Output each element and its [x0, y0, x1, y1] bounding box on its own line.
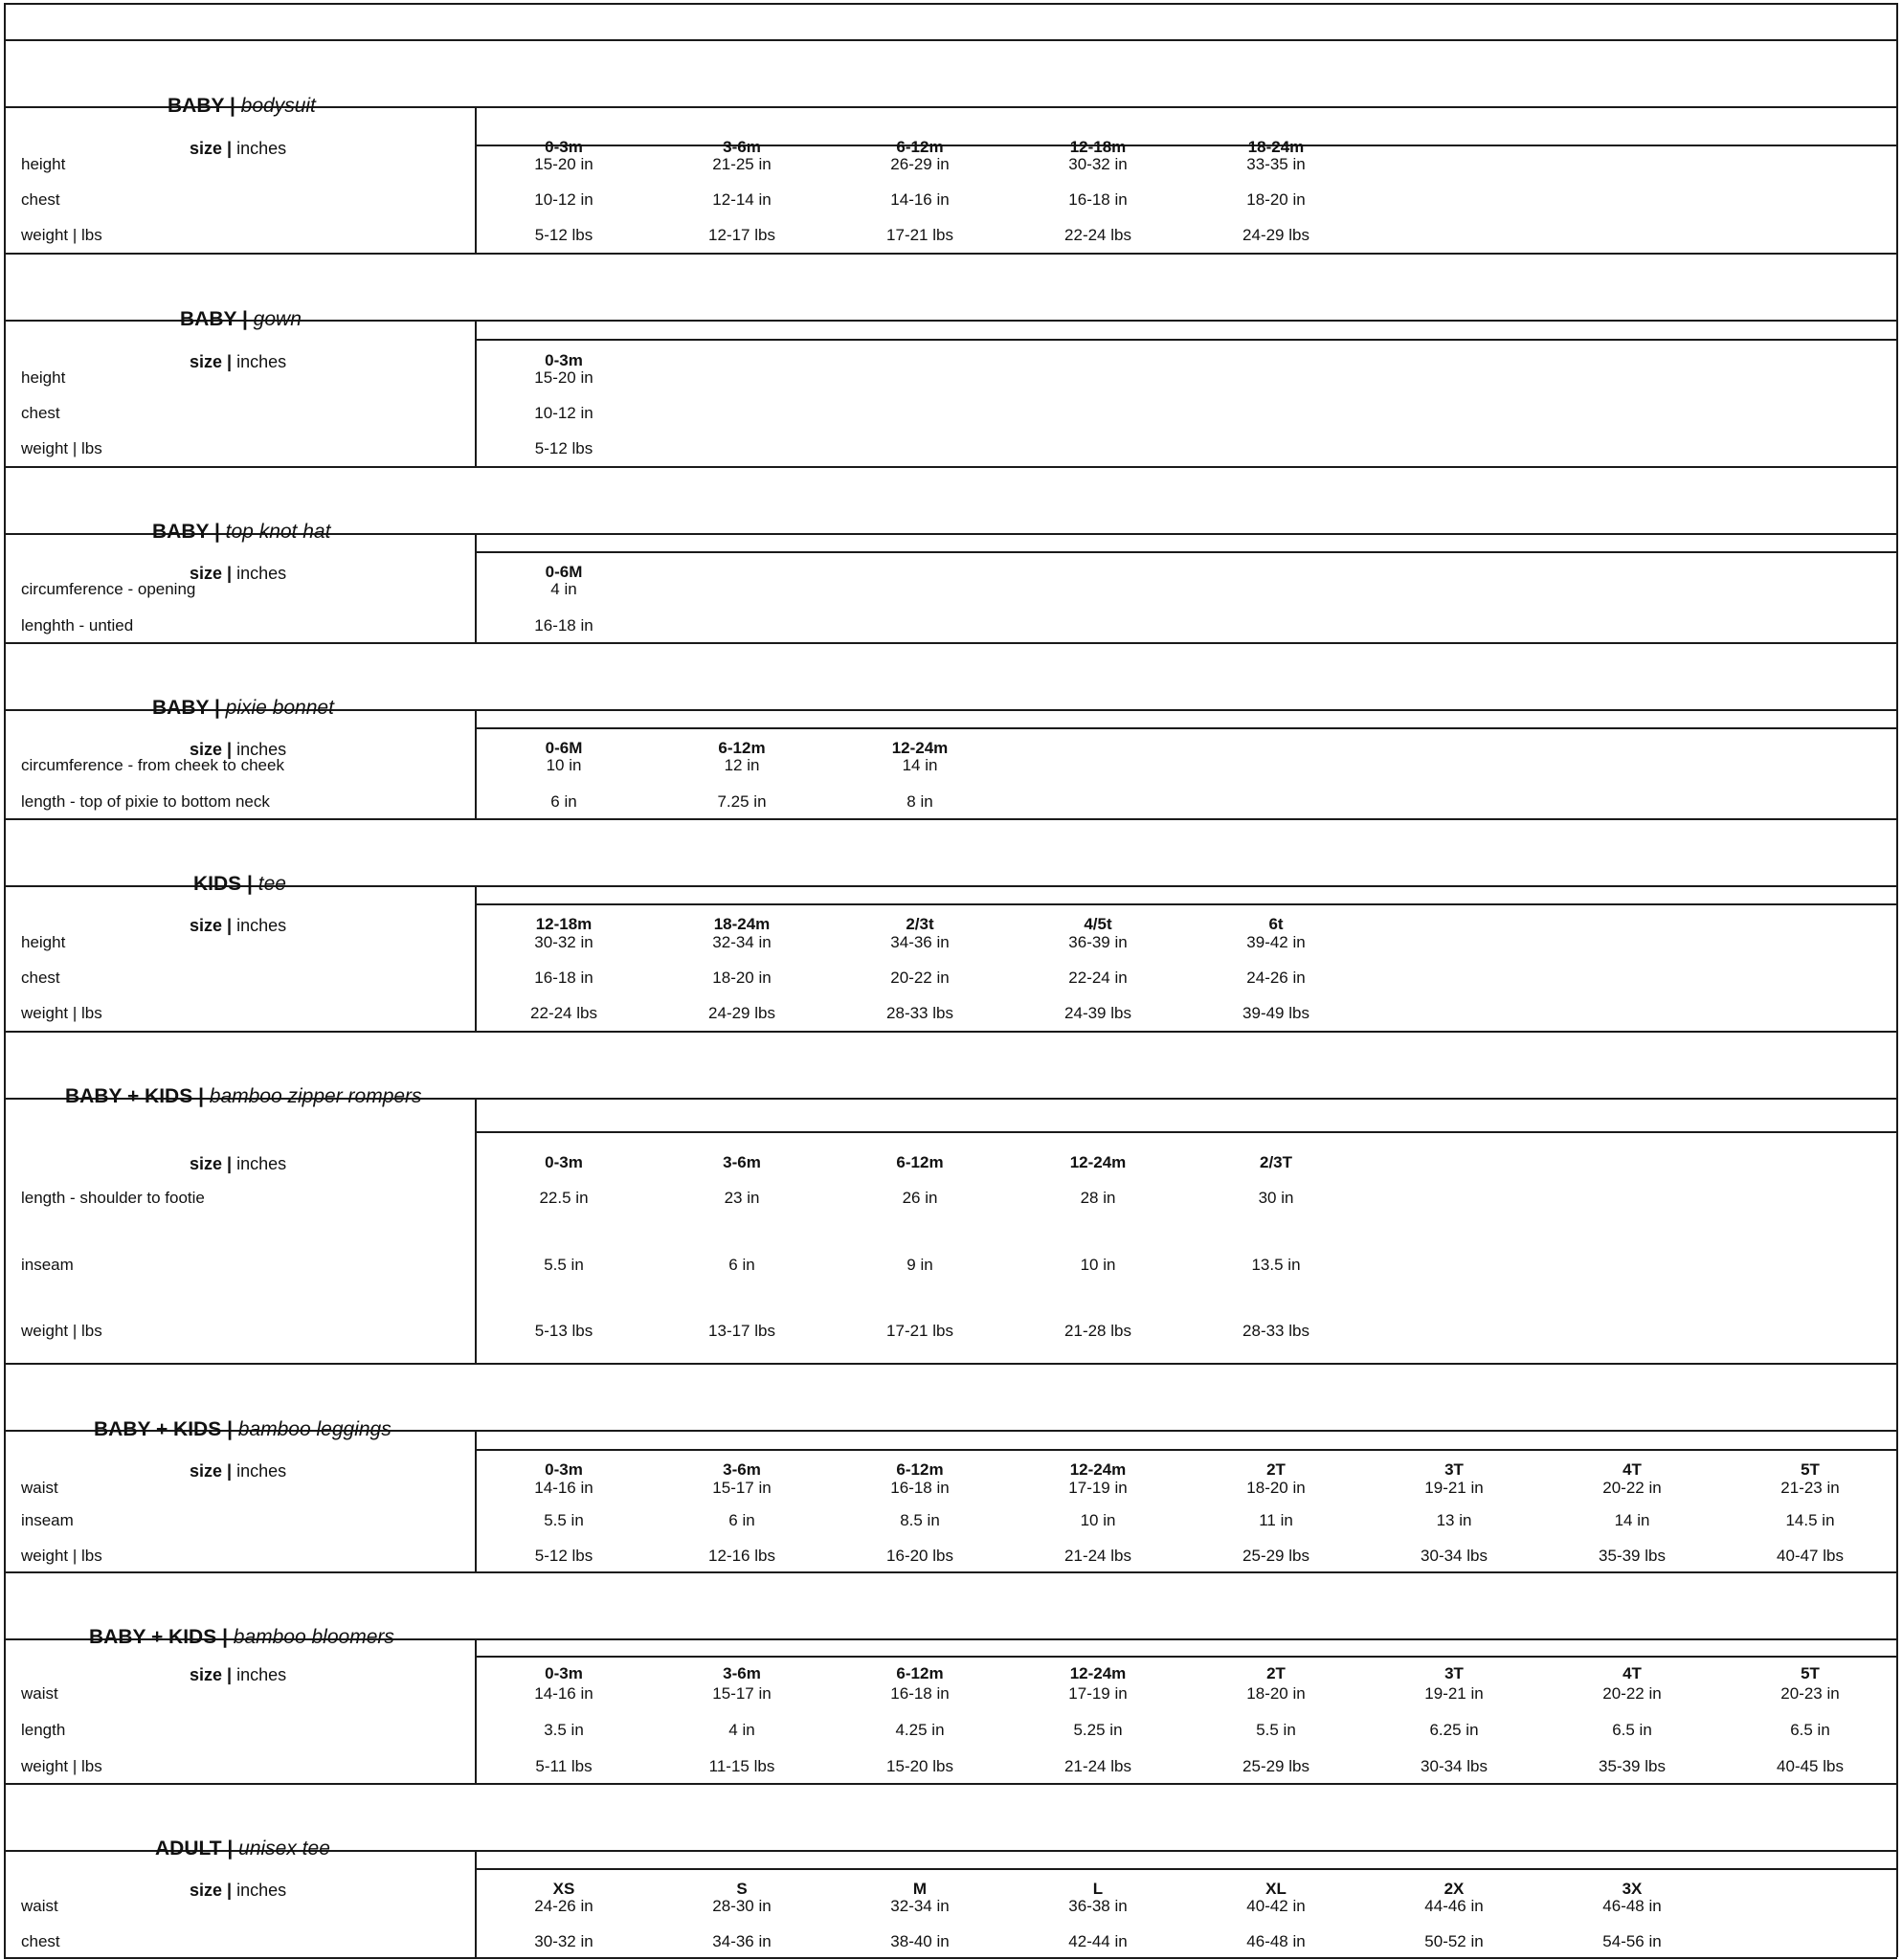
unit-label: inches: [236, 916, 287, 935]
column-divider: [475, 1850, 477, 1957]
row-label: height: [21, 368, 66, 387]
column-header: 4T: [1622, 1460, 1642, 1479]
section-product: gown: [253, 308, 302, 330]
section-product: bodysuit: [240, 95, 316, 117]
cell-value: 19-21 in: [1424, 1479, 1484, 1497]
cell-value: 16-20 lbs: [886, 1547, 953, 1565]
column-header: 0-3m: [545, 138, 583, 156]
column-header: 5T: [1801, 1460, 1820, 1479]
header-separator: |: [222, 1881, 237, 1900]
header-separator: |: [222, 139, 237, 158]
cell-value: 10-12 in: [534, 190, 593, 209]
title-separator: |: [209, 697, 226, 719]
cell-value: 6 in: [550, 792, 577, 811]
cell-value: 5-12 lbs: [534, 439, 593, 457]
row-label: inseam: [21, 1256, 74, 1274]
cell-value: 6.5 in: [1612, 1721, 1652, 1739]
size-unit-header: [190, 353, 286, 370]
frame-bottom: [4, 1957, 1897, 1959]
column-header: 0-6M: [545, 563, 583, 581]
row-label: chest: [21, 969, 60, 987]
cell-value: 33-35 in: [1246, 155, 1306, 173]
column-header: 2T: [1266, 1664, 1286, 1682]
row-label: weight | lbs: [21, 1547, 102, 1565]
cell-value: 21-25 in: [712, 155, 772, 173]
column-header: 2/3T: [1259, 1153, 1293, 1171]
cell-value: 15-20 lbs: [886, 1757, 953, 1775]
cell-value: 19-21 in: [1424, 1684, 1484, 1703]
column-header: 3T: [1444, 1664, 1464, 1682]
cell-value: 24-26 in: [1246, 969, 1306, 987]
column-header: S: [736, 1880, 748, 1898]
cell-value: 28-33 lbs: [1242, 1322, 1309, 1340]
size-label: size: [190, 139, 223, 158]
cell-value: 50-52 in: [1424, 1932, 1484, 1950]
column-header: 5T: [1801, 1664, 1820, 1682]
section-product: tee: [257, 873, 286, 895]
column-header: 4T: [1622, 1664, 1642, 1682]
unit-label: inches: [236, 139, 287, 158]
section-category: BABY + KIDS: [89, 1626, 217, 1648]
cell-value: 16-18 in: [1068, 190, 1128, 209]
column-divider: [475, 1098, 477, 1363]
section-title: [193, 874, 286, 894]
column-header: 2X: [1443, 1880, 1465, 1898]
cell-value: 21-28 lbs: [1064, 1322, 1131, 1340]
section-category: BABY: [180, 308, 237, 330]
cell-value: 54-56 in: [1602, 1932, 1662, 1950]
cell-value: 40-42 in: [1246, 1897, 1306, 1915]
cell-value: 16-18 in: [890, 1479, 950, 1497]
cell-value: 16-18 in: [534, 616, 593, 635]
cell-value: 6.25 in: [1429, 1721, 1479, 1739]
row-label: length - shoulder to footie: [21, 1189, 205, 1207]
size-unit-header: [190, 917, 286, 934]
cell-value: 13-17 lbs: [708, 1322, 775, 1340]
cell-value: 22-24 lbs: [1064, 226, 1131, 244]
column-header: 6-12m: [896, 138, 944, 156]
column-header: 0-3m: [545, 351, 583, 369]
column-header: 3-6m: [723, 138, 761, 156]
cell-value: 14-16 in: [534, 1684, 593, 1703]
section-title: [65, 1086, 422, 1106]
header-underline: [475, 903, 1897, 905]
cell-value: 11-15 lbs: [708, 1757, 775, 1775]
cell-value: 10 in: [1080, 1256, 1116, 1274]
column-header: 18-24m: [713, 915, 771, 933]
section-category: BABY: [168, 95, 225, 117]
cell-value: 38-40 in: [890, 1932, 950, 1950]
column-divider: [475, 320, 477, 466]
column-divider: [475, 106, 477, 253]
cell-value: 35-39 lbs: [1599, 1547, 1666, 1565]
column-header: 0-3m: [545, 1460, 583, 1479]
header-underline: [475, 1656, 1897, 1658]
section-category: BABY + KIDS: [94, 1418, 222, 1440]
row-label: inseam: [21, 1511, 74, 1529]
cell-value: 4 in: [728, 1721, 755, 1739]
section-category: KIDS: [193, 873, 242, 895]
cell-value: 15-20 in: [534, 368, 593, 387]
header-separator: |: [222, 740, 237, 759]
section-product: top knot hat: [225, 521, 331, 543]
cell-value: 17-21 lbs: [886, 1322, 953, 1340]
cell-value: 46-48 in: [1602, 1897, 1662, 1915]
unit-label: inches: [236, 564, 287, 583]
column-header: 12-24m: [891, 739, 949, 757]
cell-value: 34-36 in: [890, 933, 950, 951]
size-unit-header: [190, 1882, 286, 1899]
header-separator: |: [222, 1665, 237, 1684]
title-separator: |: [241, 873, 258, 895]
column-header: 6-12m: [718, 739, 766, 757]
cell-value: 14.5 in: [1785, 1511, 1835, 1529]
title-separator: |: [216, 1626, 234, 1648]
cell-value: 25-29 lbs: [1242, 1757, 1309, 1775]
cell-value: 18-20 in: [712, 969, 772, 987]
header-separator: |: [222, 352, 237, 371]
cell-value: 17-19 in: [1068, 1479, 1128, 1497]
cell-value: 12 in: [724, 756, 760, 774]
size-label: size: [190, 1881, 223, 1900]
column-divider: [475, 709, 477, 818]
cell-value: 14 in: [1614, 1511, 1650, 1529]
section-category: BABY: [152, 521, 210, 543]
section-title: [180, 309, 302, 329]
row-label: height: [21, 155, 66, 173]
unit-label: inches: [236, 1665, 287, 1684]
section-divider: [4, 1783, 1897, 1785]
header-separator: |: [222, 564, 237, 583]
unit-label: inches: [236, 352, 287, 371]
cell-value: 12-16 lbs: [708, 1547, 775, 1565]
size-label: size: [190, 1665, 223, 1684]
size-label: size: [190, 564, 223, 583]
column-header: 0-3m: [545, 1664, 583, 1682]
column-divider: [475, 533, 477, 642]
cell-value: 18-20 in: [1246, 1684, 1306, 1703]
cell-value: 12-17 lbs: [708, 226, 775, 244]
cell-value: 15-20 in: [534, 155, 593, 173]
cell-value: 24-29 lbs: [1242, 226, 1309, 244]
cell-value: 21-24 lbs: [1064, 1547, 1131, 1565]
column-header: 12-18m: [535, 915, 593, 933]
cell-value: 18-20 in: [1246, 1479, 1306, 1497]
cell-value: 12-14 in: [712, 190, 772, 209]
cell-value: 36-39 in: [1068, 933, 1128, 951]
title-separator: |: [221, 1418, 238, 1440]
cell-value: 40-47 lbs: [1777, 1547, 1844, 1565]
size-label: size: [190, 740, 223, 759]
section-title: [94, 1419, 392, 1439]
cell-value: 5.5 in: [1256, 1721, 1296, 1739]
column-header: 12-24m: [1069, 1664, 1127, 1682]
cell-value: 22-24 in: [1068, 969, 1128, 987]
section-product: bamboo bloomers: [233, 1626, 394, 1648]
size-unit-header: [190, 565, 286, 582]
row-label: chest: [21, 404, 60, 422]
column-header: 6-12m: [896, 1460, 944, 1479]
cell-value: 16-18 in: [890, 1684, 950, 1703]
cell-value: 28-30 in: [712, 1897, 772, 1915]
cell-value: 21-24 lbs: [1064, 1757, 1131, 1775]
cell-value: 20-22 in: [890, 969, 950, 987]
cell-value: 26-29 in: [890, 155, 950, 173]
cell-value: 28-33 lbs: [886, 1004, 953, 1022]
section-category: ADULT: [155, 1838, 222, 1860]
column-header: XL: [1265, 1880, 1287, 1898]
column-divider: [475, 885, 477, 1031]
cell-value: 8.5 in: [900, 1511, 940, 1529]
cell-value: 42-44 in: [1068, 1932, 1128, 1950]
header-underline: [475, 1131, 1897, 1133]
column-header: 6-12m: [896, 1664, 944, 1682]
cell-value: 20-23 in: [1780, 1684, 1840, 1703]
title-separator: |: [224, 95, 241, 117]
column-header: 3-6m: [723, 1153, 761, 1171]
cell-value: 30-32 in: [1068, 155, 1128, 173]
cell-value: 20-22 in: [1602, 1684, 1662, 1703]
row-label: circumference - opening: [21, 580, 196, 598]
cell-value: 18-20 in: [1246, 190, 1306, 209]
cell-value: 32-34 in: [890, 1897, 950, 1915]
cell-value: 23 in: [724, 1189, 760, 1207]
column-header: 2T: [1266, 1460, 1286, 1479]
cell-value: 32-34 in: [712, 933, 772, 951]
section-category: BABY + KIDS: [65, 1085, 193, 1107]
column-header: 2/3t: [906, 915, 934, 933]
cell-value: 13 in: [1436, 1511, 1472, 1529]
unit-label: inches: [236, 1461, 287, 1481]
section-divider: [4, 1363, 1897, 1365]
unit-label: inches: [236, 740, 287, 759]
title-separator: |: [221, 1838, 239, 1860]
cell-value: 5-12 lbs: [534, 226, 593, 244]
size-unit-header: [190, 140, 286, 157]
cell-value: 44-46 in: [1424, 1897, 1484, 1915]
section-product: pixie bonnet: [225, 697, 334, 719]
frame-left: [4, 3, 6, 1957]
section-title: [168, 96, 316, 116]
row-label: chest: [21, 190, 60, 209]
cell-value: 46-48 in: [1246, 1932, 1306, 1950]
header-separator: |: [222, 1461, 237, 1481]
cell-value: 17-19 in: [1068, 1684, 1128, 1703]
header-underline: [475, 145, 1897, 146]
cell-value: 3.5 in: [544, 1721, 584, 1739]
row-label: weight | lbs: [21, 1322, 102, 1340]
cell-value: 5-12 lbs: [534, 1547, 593, 1565]
cell-value: 4 in: [550, 580, 577, 598]
column-header: 4/5t: [1084, 915, 1112, 933]
cell-value: 6 in: [728, 1511, 755, 1529]
section-product: unisex tee: [238, 1838, 330, 1860]
cell-value: 14 in: [902, 756, 938, 774]
column-header: 3-6m: [723, 1664, 761, 1682]
header-underline: [475, 727, 1897, 729]
section-divider: [4, 39, 1897, 41]
cell-value: 10 in: [1080, 1511, 1116, 1529]
section-title: [152, 698, 334, 718]
row-label: chest: [21, 1932, 60, 1950]
cell-value: 10 in: [546, 756, 582, 774]
cell-value: 34-36 in: [712, 1932, 772, 1950]
cell-value: 24-26 in: [534, 1897, 593, 1915]
cell-value: 5-11 lbs: [535, 1757, 593, 1775]
column-header: 3T: [1444, 1460, 1464, 1479]
column-divider: [475, 1430, 477, 1571]
title-separator: |: [192, 1085, 210, 1107]
section-divider: [4, 253, 1897, 255]
size-unit-header: [190, 1155, 286, 1172]
cell-value: 5.25 in: [1073, 1721, 1123, 1739]
cell-value: 20-22 in: [1602, 1479, 1662, 1497]
row-label: length: [21, 1721, 66, 1739]
header-rule: [4, 885, 1897, 887]
cell-value: 17-21 lbs: [886, 226, 953, 244]
column-header: 0-3m: [545, 1153, 583, 1171]
size-label: size: [190, 916, 223, 935]
cell-value: 22.5 in: [539, 1189, 589, 1207]
cell-value: 10-12 in: [534, 404, 593, 422]
cell-value: 36-38 in: [1068, 1897, 1128, 1915]
cell-value: 39-42 in: [1246, 933, 1306, 951]
frame-right: [1896, 3, 1898, 1957]
section-divider: [4, 466, 1897, 468]
section-product: bamboo leggings: [237, 1418, 392, 1440]
cell-value: 6.5 in: [1790, 1721, 1830, 1739]
header-underline: [475, 1868, 1897, 1870]
section-title: [152, 522, 330, 542]
title-separator: |: [209, 521, 226, 543]
row-label: weight | lbs: [21, 439, 102, 457]
column-header: 3-6m: [723, 1460, 761, 1479]
size-unit-header: [190, 1462, 286, 1480]
header-separator: |: [222, 916, 237, 935]
column-header: 12-18m: [1069, 138, 1127, 156]
row-label: height: [21, 933, 66, 951]
section-divider: [4, 818, 1897, 820]
header-separator: |: [222, 1154, 237, 1173]
column-header: L: [1092, 1880, 1104, 1898]
cell-value: 8 in: [906, 792, 933, 811]
row-label: waist: [21, 1479, 58, 1497]
cell-value: 40-45 lbs: [1777, 1757, 1844, 1775]
column-header: 6t: [1268, 915, 1284, 933]
row-label: waist: [21, 1684, 58, 1703]
unit-label: inches: [236, 1154, 287, 1173]
row-label: weight | lbs: [21, 1757, 102, 1775]
column-header: 3X: [1622, 1880, 1643, 1898]
column-header: XS: [552, 1880, 575, 1898]
section-product: bamboo zipper rompers: [209, 1085, 422, 1107]
row-label: weight | lbs: [21, 226, 102, 244]
header-underline: [475, 1449, 1897, 1451]
cell-value: 9 in: [906, 1256, 933, 1274]
section-divider: [4, 1571, 1897, 1573]
cell-value: 14-16 in: [890, 190, 950, 209]
header-underline: [475, 339, 1897, 341]
cell-value: 24-39 lbs: [1064, 1004, 1131, 1022]
size-label: size: [190, 1154, 223, 1173]
header-underline: [475, 551, 1897, 553]
cell-value: 6 in: [728, 1256, 755, 1274]
section-title: [89, 1627, 394, 1647]
cell-value: 16-18 in: [534, 969, 593, 987]
column-header: 6-12m: [896, 1153, 944, 1171]
column-header: M: [912, 1880, 928, 1898]
column-header: 12-24m: [1069, 1460, 1127, 1479]
cell-value: 14-16 in: [534, 1479, 593, 1497]
section-divider: [4, 642, 1897, 644]
section-category: BABY: [152, 697, 210, 719]
cell-value: 24-29 lbs: [708, 1004, 775, 1022]
frame-top: [4, 3, 1897, 5]
cell-value: 11 in: [1259, 1511, 1293, 1529]
size-unit-header: [190, 1666, 286, 1683]
cell-value: 30-32 in: [534, 933, 593, 951]
cell-value: 30-34 lbs: [1421, 1757, 1488, 1775]
size-label: size: [190, 352, 223, 371]
cell-value: 26 in: [902, 1189, 938, 1207]
row-label: waist: [21, 1897, 58, 1915]
cell-value: 25-29 lbs: [1242, 1547, 1309, 1565]
cell-value: 5-13 lbs: [534, 1322, 593, 1340]
cell-value: 39-49 lbs: [1242, 1004, 1309, 1022]
title-separator: |: [236, 308, 254, 330]
cell-value: 5.5 in: [544, 1511, 584, 1529]
column-header: 0-6M: [545, 739, 583, 757]
cell-value: 30-32 in: [534, 1932, 593, 1950]
column-header: 12-24m: [1069, 1153, 1127, 1171]
cell-value: 15-17 in: [712, 1479, 772, 1497]
cell-value: 30-34 lbs: [1421, 1547, 1488, 1565]
cell-value: 4.25 in: [895, 1721, 945, 1739]
cell-value: 21-23 in: [1780, 1479, 1840, 1497]
size-label: size: [190, 1461, 223, 1481]
column-header: 18-24m: [1247, 138, 1305, 156]
row-label: length - top of pixie to bottom neck: [21, 792, 270, 811]
cell-value: 22-24 lbs: [530, 1004, 597, 1022]
cell-value: 28 in: [1080, 1189, 1116, 1207]
row-label: lenghth - untied: [21, 616, 134, 635]
cell-value: 15-17 in: [712, 1684, 772, 1703]
cell-value: 13.5 in: [1251, 1256, 1301, 1274]
row-label: weight | lbs: [21, 1004, 102, 1022]
column-divider: [475, 1638, 477, 1783]
cell-value: 5.5 in: [544, 1256, 584, 1274]
section-title: [155, 1838, 330, 1859]
cell-value: 35-39 lbs: [1599, 1757, 1666, 1775]
row-label: circumference - from cheek to cheek: [21, 756, 284, 774]
cell-value: 7.25 in: [717, 792, 767, 811]
unit-label: inches: [236, 1881, 287, 1900]
section-divider: [4, 1031, 1897, 1033]
cell-value: 30 in: [1258, 1189, 1294, 1207]
